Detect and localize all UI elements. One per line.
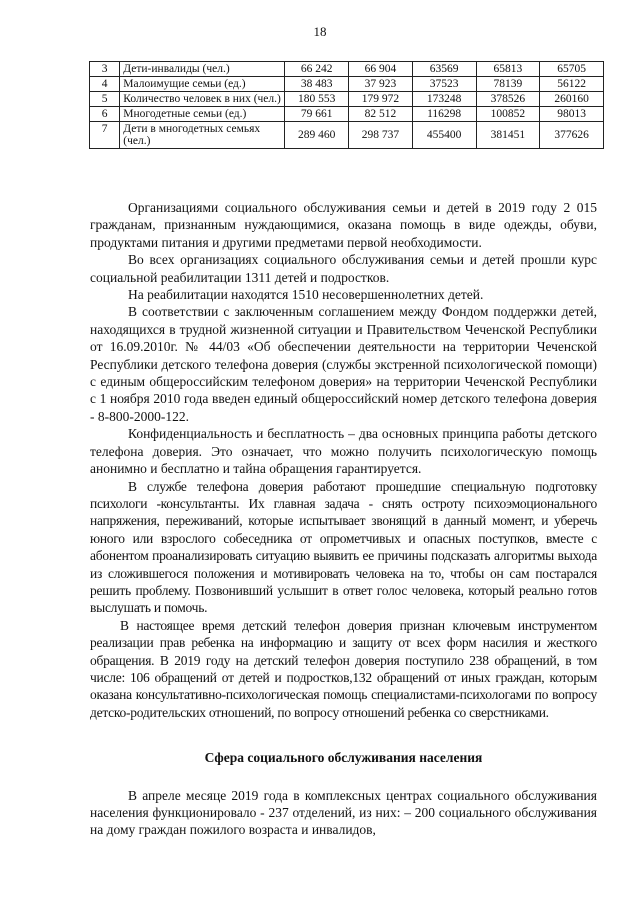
table-cell: 37 923	[349, 77, 413, 92]
table-cell: 455400	[412, 122, 476, 149]
table-cell: 378526	[476, 92, 540, 107]
table-cell: 78139	[476, 77, 540, 92]
table-cell: 100852	[476, 107, 540, 122]
table-cell: 298 737	[349, 122, 413, 149]
paragraph: Конфиденциальность и бесплатность – два основных принципа работы детского телефона доверия. Это означает, что можно получить психологическую помощь анонимно и бесплатно и тайна обращения гарантируется.	[90, 426, 597, 477]
table-row	[90, 122, 604, 149]
table-cell: 260160	[540, 92, 604, 107]
paragraph: В настоящее время детский телефон доверия признан ключевым инструментом реализации прав ребенка на информацию и защиту от всех форм насилия и жесткого обращения. В 2019 году на детский телефон доверия поступило 238 обращений, в том числе: 106 обращений от детей и подростков,132 обращений от иных граждан, которым оказана консультативно-психологическая помощь специалистами-психологами по вопросу детско-родительских отношений, по вопросу отношений ребенка со сверстниками.	[90, 617, 597, 720]
table-row	[90, 77, 604, 92]
paragraph: В соответствии с заключенным соглашением между Фондом поддержки детей, находящихся в трудной жизненной ситуации и Правительством Чеченской Республики от 16.09.2010г. № 44/03 «Об обеспечении деятельности на территории Чеченской Республики детского телефона доверия (службы экстренной психологической помощи) с единым общероссийским телефоном доверия» на территории Чеченской Республики с 1 ноября 2010 года введен единый общероссийский номер детского телефона доверия - 8-800-2000-122.	[90, 304, 597, 424]
table-cell: 289 460	[285, 122, 349, 149]
paragraph: Организациями социального обслуживания семьи и детей в 2019 году 2 015 гражданам, признанным нуждающимися, оказана помощь в виде одежды, обуви, продуктами питания и другими предметами первой необходимости.	[90, 200, 597, 250]
table-cell: 66 242	[285, 62, 349, 77]
row-label: Малоимущие семьи (ед.)	[120, 77, 285, 92]
row-label: Многодетные семьи (ед.)	[120, 107, 285, 122]
row-number: 5	[90, 92, 120, 107]
table-cell: 180 553	[285, 92, 349, 107]
row-number: 3	[90, 62, 120, 77]
table-cell: 173248	[412, 92, 476, 107]
table-cell: 381451	[476, 122, 540, 149]
table-row	[90, 92, 604, 107]
table-cell: 179 972	[349, 92, 413, 107]
table-cell: 37523	[412, 77, 476, 92]
table-row	[90, 107, 604, 122]
row-number: 4	[90, 77, 120, 92]
row-label: Дети в многодетных семьях (чел.)	[120, 122, 285, 149]
table-cell: 65813	[476, 62, 540, 77]
row-label: Количество человек в них (чел.)	[120, 92, 285, 107]
paragraph: Во всех организациях социального обслуживания семьи и детей прошли курс социальной реабилитации 1311 детей и подростков.	[90, 252, 597, 285]
table-cell: 116298	[412, 107, 476, 122]
section-title: Сфера социального обслуживания населения	[204, 750, 483, 766]
table-cell: 82 512	[349, 107, 413, 122]
row-label: Дети-инвалиды (чел.)	[120, 62, 285, 77]
row-number: 6	[90, 107, 120, 122]
table-cell: 56122	[540, 77, 604, 92]
table-cell: 79 661	[285, 107, 349, 122]
paragraph: В службе телефона доверия работают прошедшие специальную подготовку психологи -консультанты. Их главная задача - снять остроту психоэмоционального напряжения, переживаний, которые испытывает звонящий в данный момент, и уберечь юного или взрослого собеседника от опрометчивых и опасных поступков, вместе с абонентом проанализировать ситуацию выявить ее причины подсказать алгоритмы выхода из сложившегося положения и мотивировать человека на то, чтобы он сам постарался решить проблему. Позвонивший услышит в ответ голос человека, который реально готов выслушать и помочь.	[90, 478, 597, 616]
row-number: 7	[90, 122, 120, 149]
statistics-table	[89, 61, 604, 149]
table-cell: 98013	[540, 107, 604, 122]
table-row	[90, 62, 604, 77]
table-cell: 66 904	[349, 62, 413, 77]
page-number: 18	[313, 24, 327, 39]
table-cell: 63569	[412, 62, 476, 77]
paragraph: На реабилитации находятся 1510 несовершеннолетних детей.	[128, 287, 484, 303]
paragraph: В апреле месяце 2019 года в комплексных центрах социального обслуживания населения функционировало - 237 отделений, из них: – 200 социального обслуживания на дому граждан пожилого возраста и инвалидов,	[90, 787, 597, 838]
table-cell: 65705	[540, 62, 604, 77]
table-cell: 377626	[540, 122, 604, 149]
document-body	[90, 199, 597, 839]
table-cell: 38 483	[285, 77, 349, 92]
